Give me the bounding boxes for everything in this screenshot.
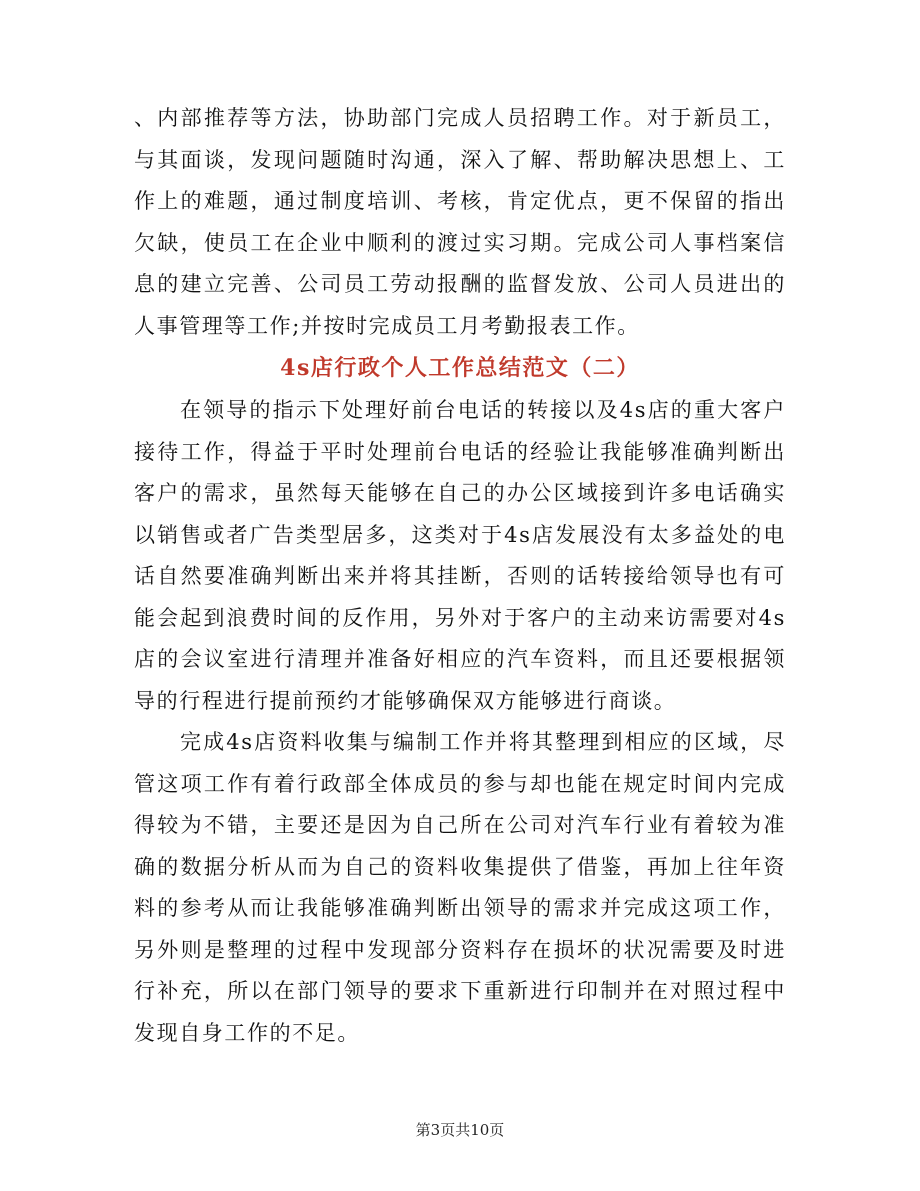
page-number-footer: 第3页共10页 — [415, 1121, 505, 1139]
body-paragraph-1: 在领导的指示下处理好前台电话的转接以及4s店的重大客户接待工作，得益于平时处理前台电话的经验让我能够准确判断出客户的需求，虽然每天能够在自己的办公区域接到许多电话确实以销售或者广告类型居多，这类对于4s店发展没有太多益处的电话自然要准确判断出来并将其挂断，否则的话转接给领导也有可能会起到浪费时间的反作用，另外对于客户的主动来访需要对4s店的会议室进行清理并准备好相应的汽车资料，而且还要根据领导的行程进行提前预约才能够确保双方能够进行商谈。 — [134, 398, 786, 713]
body-paragraph-2: 完成4s店资料收集与编制工作并将其整理到相应的区域，尽管这项工作有着行政部全体成员的参与却也能在规定时间内完成得较为不错，主要还是因为自己所在公司对汽车行业有着较为准确的数据分析从而为自己的资料收集提供了借鉴，再加上往年资料的参考从而让我能够准确判断出领导的需求并完成这项工作，另外则是整理的过程中发现部分资料存在损坏的状况需要及时进行补充，所以在部门领导的要求下重新进行印制并在对照过程中发现自身工作的不足。 — [134, 730, 786, 1045]
continued-paragraph: 、内部推荐等方法，协助部门完成人员招聘工作。对于新员工，与其面谈，发现问题随时沟通，深入了解、帮助解决思想上、工作上的难题，通过制度培训、考核，肯定优点，更不保留的指出欠缺，使员工在企业中顺利的渡过实习期。完成公司人事档案信息的建立完善、公司员工劳动报酬的监督发放、公司人员进出的人事管理等工作;并按时完成员工月考勤报表工作。 — [134, 106, 786, 338]
section-title: 4s店行政个人工作总结范文（二） — [280, 355, 640, 381]
